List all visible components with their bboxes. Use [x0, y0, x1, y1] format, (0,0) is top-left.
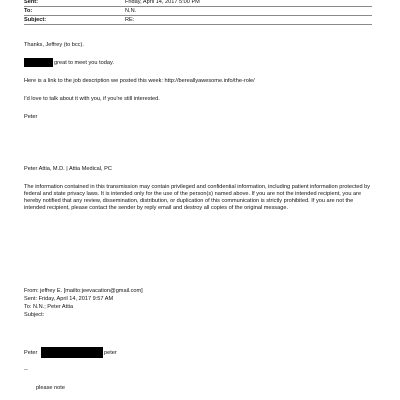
greeting-line: great to meet you today.	[54, 60, 114, 66]
talk-line: I'd love to talk about it with you, if you're still interested.	[24, 96, 160, 102]
confidentiality-disclaimer: The information contained in this transmission may contain privileged and confidential information, including patient information protected by federal and state privacy laws. It is intended only for the use of the person(s) named above. If you are not the intended recipient, you are hereby notified that any review, dissemination, distribution, or duplication of this communication is strictly prohibited. If you are not the intended recipient, please contact the sender by reply email and destroy all copies of the original message.	[24, 184, 371, 211]
quoted-dashes: --	[24, 367, 28, 373]
header-divider	[24, 15, 372, 16]
to-label: To:	[24, 8, 33, 14]
to-value: N.N.	[125, 8, 137, 14]
job-link-line[interactable]: Here is a link to the job description we posted this week: http://bereallyawesome.info/the-role/	[24, 78, 255, 84]
please-note-line: please note	[36, 385, 65, 391]
thanks-line: Thanks, Jeffrey (to bcc).	[24, 42, 84, 48]
quoted-to: To: N.N.; Peter Attia	[24, 304, 74, 310]
subject-value: RE:	[125, 17, 135, 23]
sent-label: Sent:	[24, 0, 38, 5]
signature-name: Peter Attia, M.D. | Attia Medical, PC	[24, 166, 112, 172]
subject-label: Subject:	[24, 17, 47, 23]
redaction-block	[24, 58, 53, 67]
header-divider	[24, 24, 372, 25]
header-divider	[24, 6, 372, 7]
quoted-peter: Peter	[24, 350, 38, 356]
signoff-name: Peter	[24, 114, 38, 120]
quoted-peter-lower: peter	[104, 350, 117, 356]
quoted-subject: Subject:	[24, 312, 45, 318]
quoted-sent: Sent: Friday, April 14, 2017 9:57 AM	[24, 296, 114, 302]
sent-value: Friday, April 14, 2017 5:00 PM	[125, 0, 200, 5]
redaction-block	[41, 347, 103, 358]
quoted-from: From: jeffrey E. [mailto:jeevacation@gmail.com]	[24, 288, 143, 294]
